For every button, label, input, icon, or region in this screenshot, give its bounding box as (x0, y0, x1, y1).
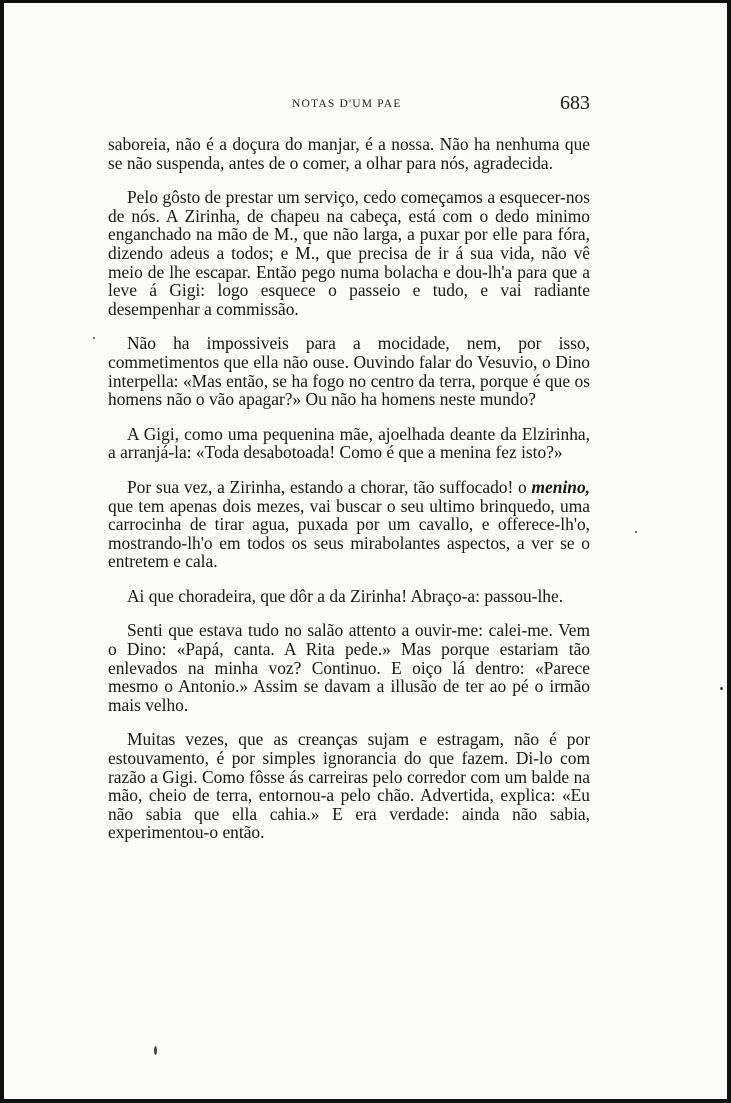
running-head: NOTAS D'UM PAE (292, 98, 402, 110)
ink-speck (635, 531, 637, 533)
paragraph-text: que tem apenas dois mezes, vai buscar o seu ultimo brinquedo, uma carrocinha de tirar agua, puxada por um cavallo, e offerece-lh'o, mostrando-lh'o em todos os seus mirabolantes aspectos, a ver se o entretem e cala. (108, 495, 590, 572)
paragraph: Senti que estava tudo no salão attento a ouvir-me: calei-me. Vem o Dino: «Papá, canta. A Rita pede.» Mas porque estariam tão enlevados na minha voz? Continuo. E oiço lá dentro: «Parece mesmo o Antonio.» Assim se davam a illusão de ter ao pé o irmão mais velho. (108, 620, 590, 715)
emphasized-word: menino, (531, 476, 590, 497)
ink-speck (720, 687, 723, 690)
ink-speck (154, 1046, 157, 1055)
paragraph (108, 478, 590, 571)
paragraph: Ai que choradeira, que dôr a da Zirinha! Abraço-a: passou-lhe. (127, 585, 564, 606)
page-header (108, 92, 590, 119)
paragraph: Não ha impossiveis para a mocidade, nem, por isso, commetimentos que ella não ouse. Ouvindo falar do Vesuvio, o Dino interpella: «Mas então, se ha fogo no centro da terra, porque é que os homens não o vão apagar?» Ou não ha homens neste mundo? (108, 333, 590, 410)
paragraph: Muitas vezes, que as creanças sujam e estragam, não é por estouvamento, é por simples ignorancia do que fazem. Di-lo com razão a Gigi. Como fôsse ás carreiras pelo corredor com um balde na mão, cheio de terra, entornou-a pelo chão. Advertida, explica: «Eu não sabia que ella cahia.» E era verdade: ainda não sabia, experimentou-o então. (108, 729, 590, 843)
paragraph: Pelo gôsto de prestar um serviço, cedo começamos a esquecer-nos de nós. A Zirinha, de chapeu na cabeça, está com o dedo minimo enganchado na mão de M., que não larga, a puxar por elle para fóra, dizendo adeus a todos; e M., que precisa de ir á sua vida, não vê meio de lhe escapar. Então pego numa bolacha e dou-lh'a para que a leve á Gigi: logo esquece o passeio e tudo, e vai radiante desempenhar a commissão. (108, 187, 590, 319)
page-number: 683 (560, 92, 590, 114)
paragraph-text: Por sua vez, a Zirinha, estando a chorar, tão suffocado! o (127, 476, 532, 497)
paragraph-continuation: saboreia, não é a doçura do manjar, é a nossa. Não ha nenhuma que se não suspenda, antes de o comer, a olhar para nós, agradecida. (108, 134, 590, 173)
body-text (108, 135, 590, 858)
paragraph: A Gigi, como uma pequenina mãe, ajoelhada deante da Elzirinha, a arranjá-la: «Toda desabotoada! Como é que a menina fez isto?» (108, 423, 590, 463)
ink-speck (93, 337, 95, 339)
